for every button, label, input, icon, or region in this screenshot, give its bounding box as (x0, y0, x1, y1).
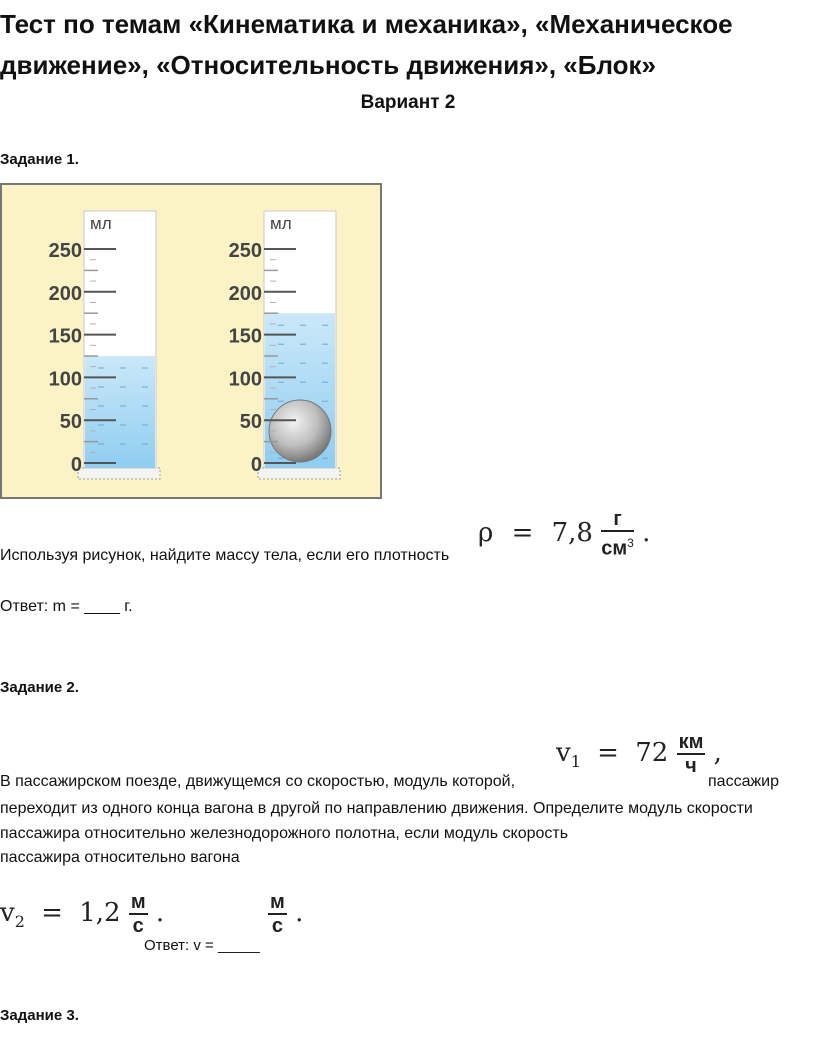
tick-label: 0 (70, 454, 82, 476)
tick-label: 250 (48, 240, 82, 262)
v1-subscript: 1 (570, 752, 581, 772)
task2-text-line1b: пассажир (708, 773, 779, 790)
water-column (85, 356, 155, 468)
metal-ball (269, 400, 331, 462)
tick-label: 100 (48, 368, 82, 391)
formula-end: , (713, 738, 722, 768)
formula-end: . (155, 898, 165, 928)
v2-formula (0, 891, 164, 937)
equals-sign: = (41, 898, 63, 928)
task1-answer: Ответ: m = ____ г. (0, 598, 133, 615)
v2-value: 1,2 (79, 898, 121, 928)
task3-heading: Задание 3. (0, 1007, 79, 1024)
variant-label: Вариант 2 (360, 92, 456, 113)
task1-heading: Задание 1. (0, 151, 79, 168)
unit-exponent: 3 (627, 536, 634, 550)
v1-symbol: v (556, 738, 571, 768)
task2-answer: Ответ: v = _____ (144, 937, 260, 954)
unit-denominator: см (601, 537, 628, 560)
answer-unit (268, 891, 303, 937)
task2-heading: Задание 2. (0, 679, 79, 696)
unit-denominator: ч (685, 755, 697, 777)
unit-numerator: м (130, 891, 146, 913)
page-title: Тест по темам «Кинематика и механика», «Механическое движение», «Относительность движения», «Блок» (0, 9, 733, 80)
task2-text-line1a: В пассажирском поезде, движущемся со скоростью, модуль которой, (0, 773, 516, 790)
unit-label: мл (90, 214, 112, 233)
v2-subscript: 2 (14, 912, 25, 932)
task2-text-line4: пассажира относительно вагона (0, 849, 240, 866)
v2-unit (129, 891, 148, 937)
tick-label: 200 (48, 282, 82, 305)
unit-numerator: г (601, 508, 634, 532)
equals-sign: = (511, 517, 534, 548)
unit-denominator: с (132, 915, 144, 937)
measuring-cylinders-figure (0, 183, 382, 499)
density-unit (601, 508, 634, 560)
density-formula (478, 508, 650, 560)
density-value: 7,8 (551, 517, 593, 548)
task2-text-line3: пассажира относительно железнодорожного полотна, если модуль скорость (0, 825, 569, 842)
tick-label: 100 (228, 368, 262, 391)
v1-formula (556, 731, 722, 777)
equals-sign: = (597, 738, 619, 768)
formula-end: . (295, 898, 304, 928)
tick-label: 0 (250, 454, 262, 476)
task2-text-line2: переходит из одного конца вагона в другой по направлению движения. Определите модуль скорости (0, 800, 753, 817)
unit-denominator: с (271, 915, 283, 937)
formula-end: . (642, 517, 651, 548)
tick-label: 150 (48, 325, 82, 348)
v2-symbol: v (0, 898, 15, 928)
cylinder-base (258, 468, 340, 479)
v1-value: 72 (635, 738, 669, 768)
tick-label: 150 (228, 325, 262, 348)
unit-label: мл (270, 214, 292, 233)
tick-label: 200 (228, 282, 262, 305)
tick-label: 50 (59, 411, 82, 434)
tick-label: 50 (239, 411, 262, 434)
unit-numerator: км (678, 731, 704, 753)
v1-unit (677, 731, 706, 777)
tick-label: 250 (228, 240, 262, 262)
unit-numerator: м (270, 891, 285, 913)
rho-symbol: ρ (478, 517, 494, 548)
cylinder-base (78, 468, 160, 479)
task1-text: Используя рисунок, найдите массу тела, если его плотность (0, 547, 450, 564)
